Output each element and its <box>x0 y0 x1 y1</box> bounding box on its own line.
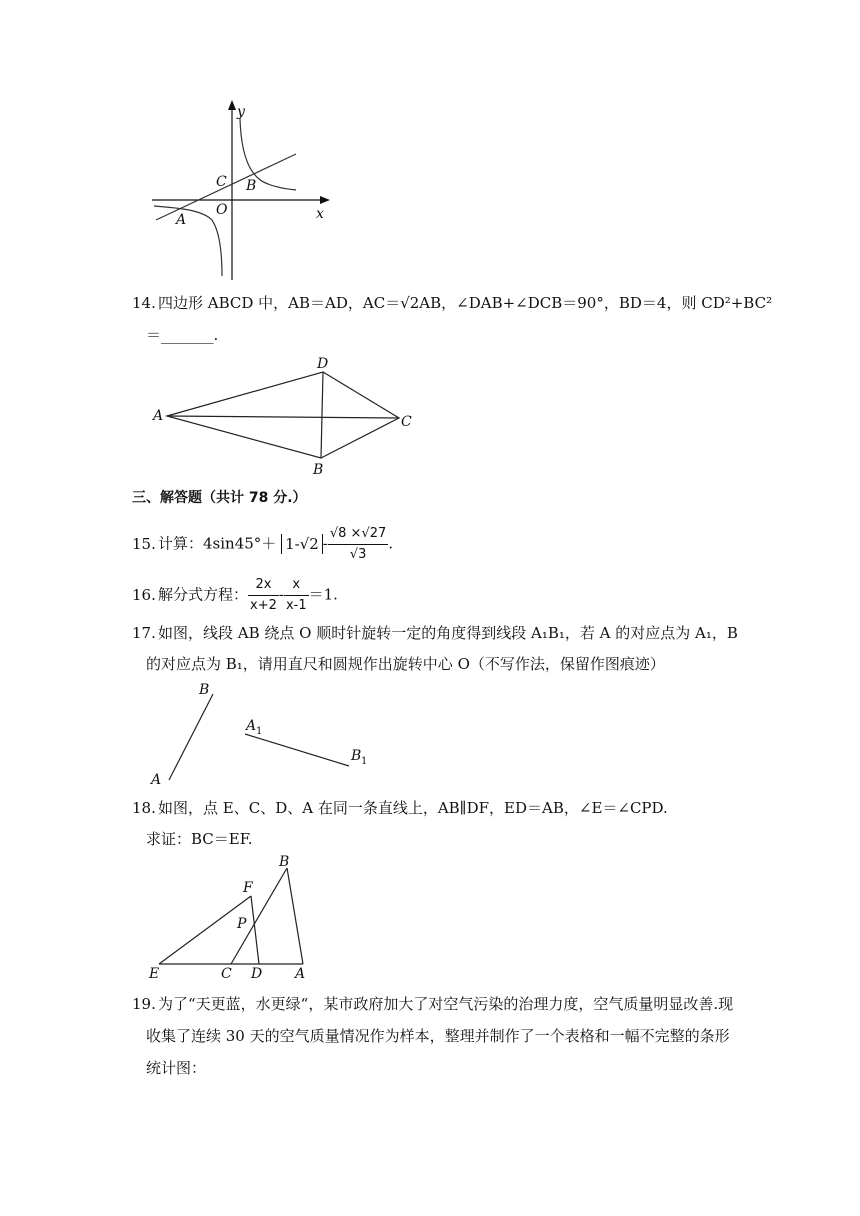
q14-number: 14. <box>132 294 156 312</box>
q15-number: 15. <box>132 534 156 553</box>
label-D: D <box>317 356 329 372</box>
label-x: x <box>316 206 324 222</box>
y-axis-arrow <box>228 100 236 110</box>
label-A1-subscript: 1 <box>256 726 263 737</box>
segment-FD <box>251 896 259 964</box>
q14-line1 <box>132 293 772 313</box>
q15-minus: - <box>322 534 328 553</box>
q16-number: 16. <box>132 585 156 604</box>
label-A: A <box>153 408 164 424</box>
q14-figure <box>145 352 425 480</box>
q15-denominator: √3 <box>349 547 367 562</box>
label-B: B <box>279 854 290 870</box>
q14-text-1: 四边形 ABCD 中，AB＝AD，AC＝√2AB，∠DAB+∠DCB＝90°，BD＝4，则 CD²+BC² <box>158 294 773 312</box>
q17-number: 17. <box>132 624 156 642</box>
q19-text-1: 为了“天更蓝，水更绿“，某市政府加大了对空气污染的治理力度，空气质量明显改善.现 <box>158 995 734 1013</box>
q15-fraction <box>328 524 388 565</box>
q18-line2: 求证：BC＝EF. <box>146 830 253 848</box>
label-B1: B <box>351 748 362 764</box>
section-heading: 三、解答题（共计 78 分.） <box>132 490 307 506</box>
label-A: A <box>295 966 306 982</box>
diagonal-AC <box>167 416 399 418</box>
q17-text-1: 如图，线段 AB 绕点 O 顺时针旋转一定的角度得到线段 A₁B₁，若 A 的对应点为 A₁，B <box>158 624 738 642</box>
segment-A1B1 <box>245 734 349 766</box>
q16-equals: ＝1. <box>308 585 338 604</box>
q19-line2: 收集了连续 30 天的空气质量情况作为样本，整理并制作了一个表格和一幅不完整的条形 <box>146 1027 730 1045</box>
label-C: C <box>221 966 232 982</box>
q15-numerator: √8 ×√27 <box>328 524 388 545</box>
q17-line1 <box>132 623 738 643</box>
label-B: B <box>313 462 324 478</box>
q16-line <box>132 575 338 616</box>
x-axis-arrow <box>320 196 330 204</box>
label-A: A <box>151 772 162 788</box>
diagonal-BD <box>321 372 323 458</box>
q16-numerator-1: 2x <box>248 575 279 596</box>
q19-number: 19. <box>132 995 156 1013</box>
q16-fraction-2 <box>284 575 309 616</box>
q19-line3: 统计图： <box>146 1059 207 1077</box>
label-B: B <box>246 178 257 194</box>
label-y: y <box>237 104 245 120</box>
q18-text-1: 如图，点 E、C、D、A 在同一条直线上，AB∥DF，ED＝AB，∠E＝∠CPD. <box>158 799 668 817</box>
q15-period: . <box>388 534 394 553</box>
q18-line1 <box>132 798 668 818</box>
q16-minus: - <box>278 585 284 604</box>
kite-quadrilateral <box>167 372 399 458</box>
label-B1-subscript: 1 <box>361 756 368 767</box>
q18-number: 18. <box>132 799 156 817</box>
q16-label: 解分式方程： <box>158 585 249 604</box>
q17-line2: 的对应点为 B₁，请用直尺和圆规作出旋转中心 O（不写作法，保留作图痕迹） <box>146 655 665 673</box>
segment-BA <box>287 868 303 964</box>
segment-AB <box>169 694 213 780</box>
label-F: F <box>243 880 253 896</box>
label-A: A <box>176 212 187 228</box>
label-A1: A <box>246 718 257 734</box>
label-P: P <box>237 916 247 932</box>
label-C: C <box>401 414 412 430</box>
q17-figure <box>145 680 385 790</box>
q15-absolute-value: 1-√2 <box>281 534 323 554</box>
q13-figure <box>140 96 340 286</box>
q19-line1 <box>132 994 733 1014</box>
label-C: C <box>216 174 227 190</box>
q15-line <box>132 524 393 565</box>
q15-label: 计算：4sin45°＋ <box>158 534 277 553</box>
q18-figure <box>145 852 325 982</box>
q16-denominator-1: x+2 <box>250 598 277 613</box>
q16-fraction-1 <box>248 575 279 616</box>
q16-numerator-2: x <box>284 575 309 596</box>
label-E: E <box>149 966 160 982</box>
label-O: O <box>216 202 228 218</box>
label-D: D <box>251 966 263 982</box>
label-B: B <box>199 682 210 698</box>
q16-denominator-2: x-1 <box>285 598 307 613</box>
q14-line2: ＝_______. <box>146 326 219 344</box>
